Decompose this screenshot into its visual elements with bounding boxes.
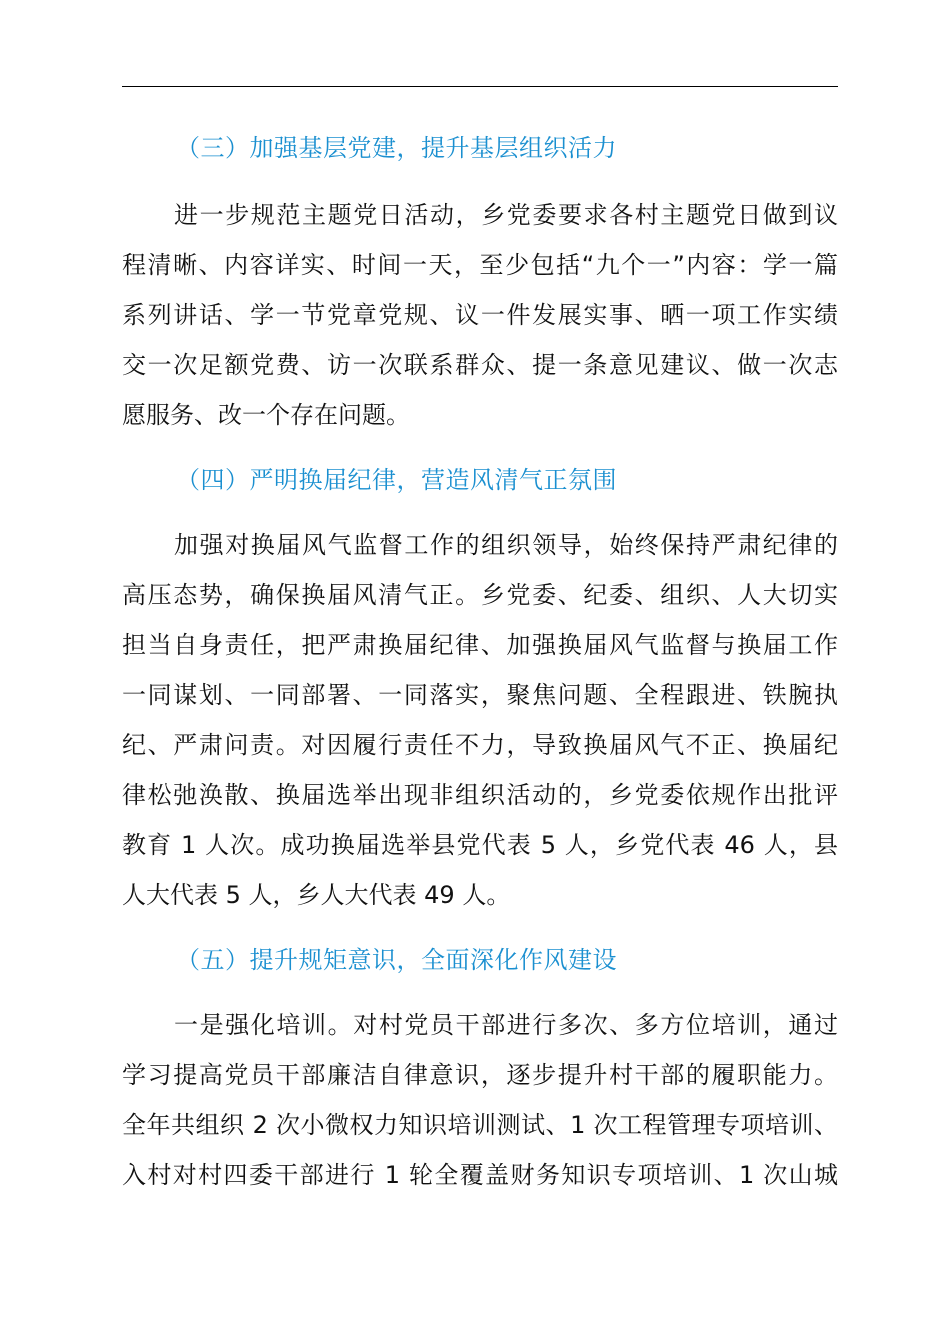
header-rule — [122, 86, 838, 87]
paragraph-line: 加强对换届风气监督工作的组织领导，始终保持严肃纪律的 — [174, 531, 838, 559]
paragraph-line: 担当自身责任，把严肃换届纪律、加强换届风气监督与换届工作 — [122, 631, 838, 659]
paragraph-line: 交一次足额党费、访一次联系群众、提一条意见建议、做一次志 — [122, 351, 838, 379]
section-heading-3: （三）加强基层党建，提升基层组织活力 — [176, 134, 617, 162]
paragraph-line: 全年共组织 2 次小微权力知识培训测试、1 次工程管理专项培训、 — [122, 1111, 838, 1139]
section-heading-4: （四）严明换届纪律，营造风清气正氛围 — [176, 466, 617, 494]
paragraph-line: 一同谋划、一同部署、一同落实，聚焦问题、全程跟进、铁腕执 — [122, 681, 838, 709]
paragraph-line: 程清晰、内容详实、时间一天，至少包括“九个一”内容：学一篇 — [122, 251, 838, 279]
paragraph-line: 入村对村四委干部进行 1 轮全覆盖财务知识专项培训、1 次山城 — [122, 1161, 838, 1189]
paragraph-3 — [122, 190, 838, 440]
paragraph-line: 愿服务、改一个存在问题。 — [122, 401, 410, 429]
paragraph-line: 学习提高党员干部廉洁自律意识，逐步提升村干部的履职能力。 — [122, 1061, 838, 1089]
paragraph-line: 律松弛涣散、换届选举出现非组织活动的，乡党委依规作出批评 — [122, 781, 838, 809]
paragraph-line: 高压态势，确保换届风清气正。乡党委、纪委、组织、人大切实 — [122, 581, 838, 609]
paragraph-line: 系列讲话、学一节党章党规、议一件发展实事、晒一项工作实绩 — [122, 301, 838, 329]
paragraph-4 — [122, 520, 838, 920]
section-heading-5: （五）提升规矩意识，全面深化作风建设 — [176, 946, 617, 974]
paragraph-line: 教育 1 人次。成功换届选举县党代表 5 人，乡党代表 46 人，县 — [122, 831, 838, 859]
paragraph-5 — [122, 1000, 838, 1200]
paragraph-line: 人大代表 5 人，乡人大代表 49 人。 — [122, 881, 511, 909]
paragraph-line: 进一步规范主题党日活动，乡党委要求各村主题党日做到议 — [174, 201, 838, 229]
paragraph-line: 纪、严肃问责。对因履行责任不力，导致换届风气不正、换届纪 — [122, 731, 838, 759]
paragraph-line: 一是强化培训。对村党员干部进行多次、多方位培训，通过 — [174, 1011, 838, 1039]
